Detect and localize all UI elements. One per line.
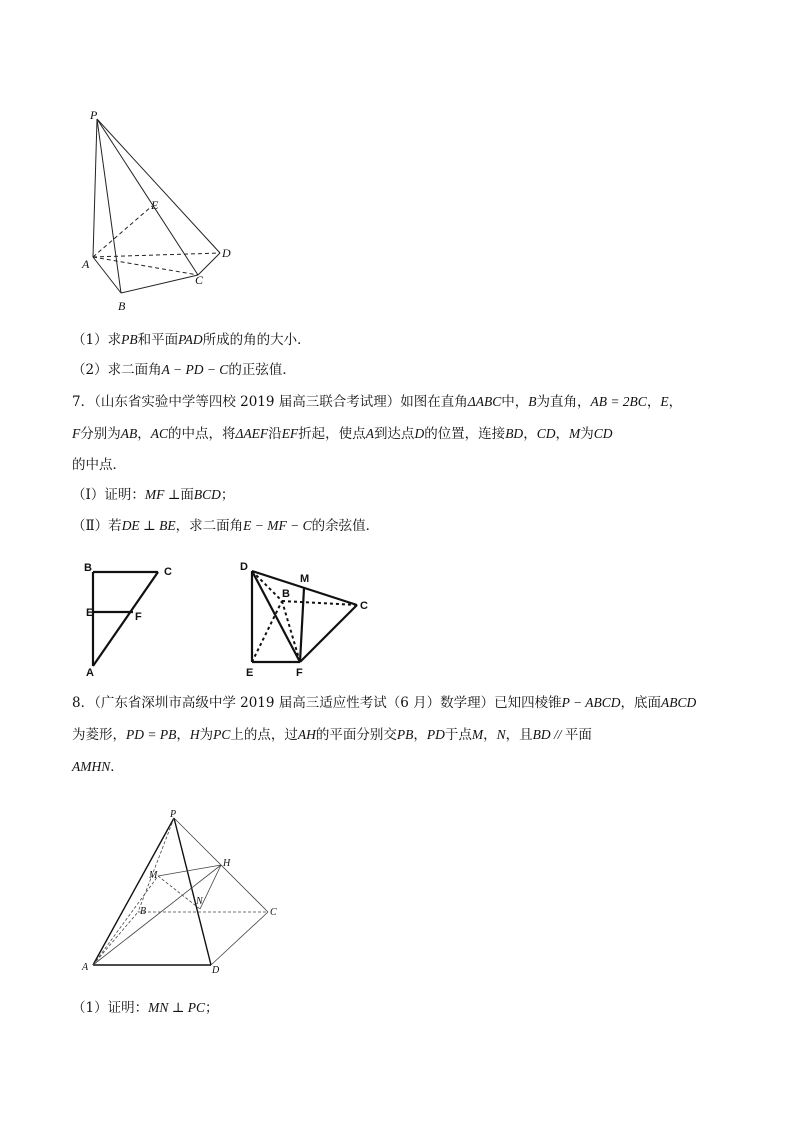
q8-line2: 为菱形，PD = PB，H为PC上的点，过AH的平面分别交PB，PD于点M，N，且BD // 平面 xyxy=(72,727,592,743)
figure-pyramid-1 xyxy=(80,105,250,315)
label-M: M xyxy=(300,573,310,585)
label-A: A xyxy=(86,667,94,679)
label-A: A xyxy=(82,962,89,973)
label-B: B xyxy=(118,299,126,313)
q8-part1: （1）证明：MN ⊥ PC； xyxy=(72,1000,219,1016)
figure-triangle xyxy=(80,558,190,683)
q7-line1: 7．（山东省实验中学等四校 2019 届高三联合考试理）如图在直角ΔABC中，B为直角，AB = 2BC，E， xyxy=(72,394,683,410)
label-F: F xyxy=(135,611,142,623)
label-P: P xyxy=(170,809,177,820)
label-M: M xyxy=(149,870,158,881)
label-B: B xyxy=(84,562,92,574)
label-D: D xyxy=(212,965,220,976)
q6-part2: （2）求二面角A − PD − C的正弦值． xyxy=(72,362,296,378)
label-C: C xyxy=(270,907,277,918)
q7-part1: （Ⅰ）证明：MF ⊥面BCD； xyxy=(72,487,235,503)
label-N: N xyxy=(196,896,203,907)
q7-line3: 的中点． xyxy=(72,457,126,473)
label-H: H xyxy=(223,858,231,869)
label-E: E xyxy=(151,198,159,212)
label-A: A xyxy=(82,257,90,271)
label-E: E xyxy=(246,667,254,679)
label-D: D xyxy=(222,246,231,260)
q6-part1: （1）求PB和平面PAD所成的角的大小． xyxy=(72,332,311,348)
label-C: C xyxy=(164,566,172,578)
label-B: B xyxy=(140,906,147,917)
q8-line1: 8．（广东省深圳市高级中学 2019 届高三适应性考试（6 月）数学理）已知四棱锥P − ABCD，底面ABCD xyxy=(72,695,697,711)
q7-line2: F分别为AB，AC的中点，将ΔAEF沿EF折起，使点A到达点D的位置，连接BD，CD，M为CD xyxy=(72,426,613,442)
q8-line3: AMHN． xyxy=(72,759,124,775)
figure-folded xyxy=(235,555,385,685)
label-C: C xyxy=(360,600,368,612)
label-P: P xyxy=(90,108,98,122)
label-F: F xyxy=(296,667,303,679)
label-C: C xyxy=(195,273,204,287)
label-D: D xyxy=(240,561,248,573)
figure-pyramid-2 xyxy=(80,808,290,978)
q7-part2: （Ⅱ）若DE ⊥ BE，求二面角E − MF − C的余弦值． xyxy=(72,518,380,534)
label-B: B xyxy=(282,588,290,600)
label-E: E xyxy=(86,607,94,619)
